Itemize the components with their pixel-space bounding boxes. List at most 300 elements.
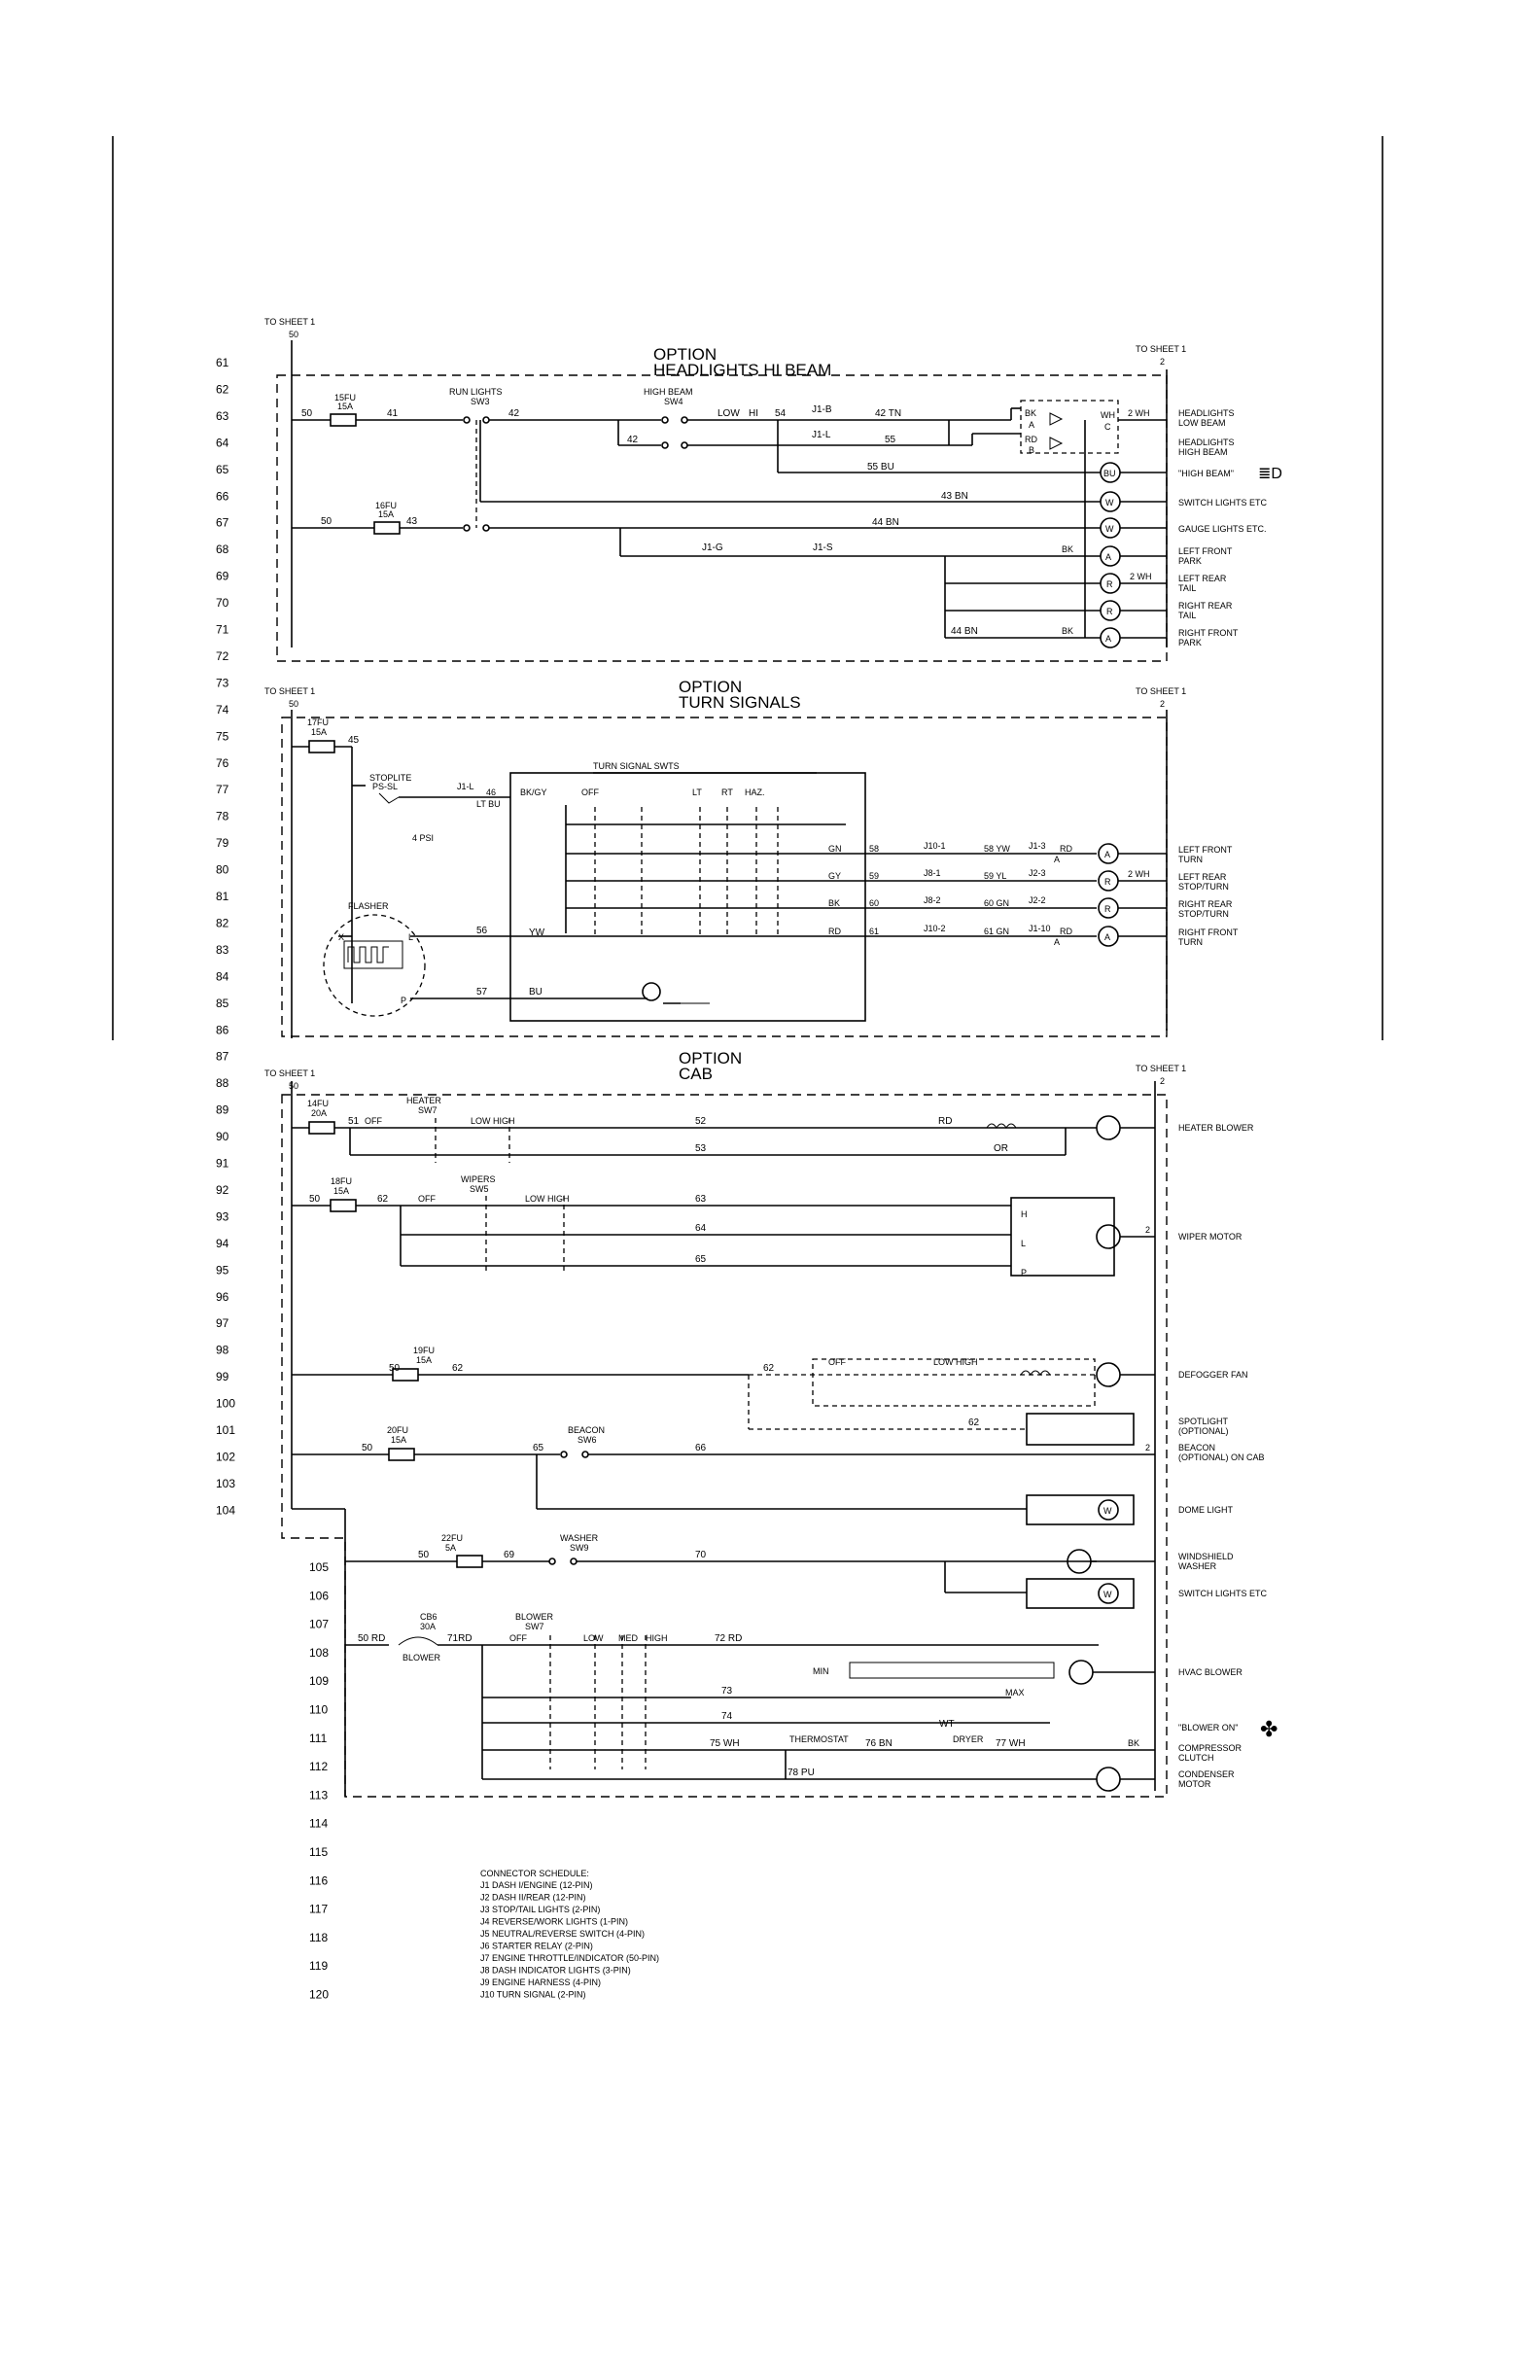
- svg-text:78 PU: 78 PU: [788, 1768, 815, 1778]
- svg-text:CONDENSER: CONDENSER: [1178, 1769, 1235, 1779]
- svg-text:COMPRESSOR: COMPRESSOR: [1178, 1743, 1242, 1753]
- svg-text:DOME LIGHT: DOME LIGHT: [1178, 1505, 1234, 1515]
- line-number: 101: [216, 1423, 236, 1437]
- line-number: 109: [309, 1674, 330, 1689]
- line-number: 111: [309, 1731, 328, 1745]
- svg-text:63: 63: [695, 1194, 707, 1205]
- svg-text:HVAC BLOWER: HVAC BLOWER: [1178, 1667, 1242, 1677]
- svg-text:15A: 15A: [333, 1186, 350, 1196]
- svg-text:RD: RD: [938, 1116, 953, 1127]
- svg-text:WT: WT: [939, 1719, 955, 1730]
- svg-text:RIGHT FRONT: RIGHT FRONT: [1178, 928, 1239, 937]
- svg-text:69: 69: [504, 1550, 515, 1560]
- headlights-from-sheet: TO SHEET 1: [264, 317, 316, 327]
- line-number: 78: [216, 809, 229, 823]
- line-number: 94: [216, 1236, 229, 1250]
- headlights-title: HEADLIGHTS HI BEAM: [653, 361, 832, 379]
- svg-text:J1-G: J1-G: [702, 542, 723, 553]
- svg-text:42: 42: [508, 408, 520, 419]
- svg-text:LOW HIGH: LOW HIGH: [525, 1194, 570, 1204]
- svg-text:OR: OR: [994, 1143, 1008, 1154]
- line-number: 118: [309, 1930, 329, 1944]
- svg-text:SW5: SW5: [470, 1184, 489, 1194]
- svg-text:50: 50: [362, 1443, 373, 1453]
- svg-text:J1-L: J1-L: [812, 430, 831, 440]
- svg-text:55 BU: 55 BU: [867, 462, 894, 472]
- svg-text:(OPTIONAL): (OPTIONAL): [1178, 1426, 1229, 1436]
- svg-text:15A: 15A: [391, 1435, 407, 1445]
- svg-text:58 YW: 58 YW: [984, 844, 1010, 854]
- svg-text:B: B: [1029, 445, 1035, 455]
- svg-text:L: L: [408, 932, 414, 942]
- svg-text:43: 43: [406, 516, 418, 527]
- svg-text:A: A: [1105, 634, 1112, 644]
- svg-text:44 BN: 44 BN: [872, 517, 899, 528]
- svg-text:P: P: [1021, 1268, 1028, 1278]
- svg-text:BK: BK: [1062, 626, 1074, 636]
- line-number: 70: [216, 596, 229, 611]
- svg-text:53: 53: [695, 1143, 707, 1154]
- svg-text:MOTOR: MOTOR: [1178, 1779, 1211, 1789]
- line-number: 95: [216, 1263, 229, 1278]
- svg-text:PARK: PARK: [1178, 556, 1202, 566]
- svg-text:74: 74: [721, 1711, 733, 1722]
- svg-text:56: 56: [476, 926, 488, 936]
- svg-text:W: W: [1105, 498, 1114, 508]
- svg-text:HEATER BLOWER: HEATER BLOWER: [1178, 1123, 1254, 1133]
- connector-schedule-item: J10 TURN SIGNAL (2-PIN): [480, 1989, 586, 2000]
- svg-text:TO SHEET 1: TO SHEET 1: [264, 1068, 316, 1078]
- turn-option-label: OPTION: [679, 678, 743, 696]
- svg-text:OFF: OFF: [828, 1357, 846, 1367]
- svg-text:A: A: [1054, 937, 1061, 947]
- line-number: 106: [309, 1589, 330, 1603]
- line-number: 100: [216, 1396, 236, 1411]
- svg-text:WIPERS: WIPERS: [461, 1174, 496, 1184]
- fuse-18fu: [331, 1200, 356, 1211]
- svg-text:73: 73: [721, 1686, 733, 1697]
- svg-text:X: X: [338, 932, 345, 942]
- svg-text:OFF: OFF: [365, 1116, 382, 1126]
- svg-text:15FU: 15FU: [334, 393, 357, 402]
- line-numbers-left: [216, 356, 235, 1517]
- svg-text:A: A: [1054, 855, 1061, 864]
- hvac-resistor-pack: [850, 1662, 1054, 1678]
- svg-text:50: 50: [289, 1081, 299, 1091]
- svg-text:16FU: 16FU: [375, 501, 398, 510]
- svg-text:LOW: LOW: [718, 408, 740, 419]
- line-number: 75: [216, 729, 229, 744]
- svg-text:61: 61: [869, 927, 880, 936]
- svg-text:"HIGH BEAM": "HIGH BEAM": [1178, 469, 1234, 478]
- svg-text:C: C: [1104, 422, 1111, 432]
- svg-text:72 RD: 72 RD: [715, 1633, 743, 1644]
- svg-text:60 GN: 60 GN: [984, 898, 1010, 908]
- line-number: 103: [216, 1476, 236, 1490]
- line-number: 82: [216, 916, 229, 930]
- wiper-motor: [1097, 1225, 1120, 1248]
- line-number: 110: [309, 1702, 329, 1717]
- svg-text:58: 58: [869, 844, 880, 854]
- svg-text:44 BN: 44 BN: [951, 626, 978, 637]
- svg-text:A: A: [1105, 552, 1112, 562]
- svg-text:LEFT REAR: LEFT REAR: [1178, 872, 1227, 882]
- svg-text:SW9: SW9: [570, 1543, 589, 1553]
- svg-text:W: W: [1105, 524, 1114, 534]
- svg-text:R: R: [1106, 579, 1113, 589]
- svg-text:15A: 15A: [416, 1355, 433, 1365]
- svg-text:HI: HI: [749, 408, 758, 419]
- line-number: 96: [216, 1289, 229, 1304]
- svg-text:BEACON: BEACON: [1178, 1443, 1216, 1452]
- svg-text:62: 62: [763, 1363, 775, 1374]
- line-number: 114: [309, 1816, 329, 1831]
- svg-text:YW: YW: [529, 928, 545, 938]
- svg-text:76 BN: 76 BN: [865, 1738, 892, 1749]
- svg-text:30A: 30A: [420, 1622, 437, 1631]
- section-headlights: [264, 317, 1282, 661]
- headlights-to-sheet: TO SHEET 1: [1136, 344, 1187, 354]
- svg-text:TURN: TURN: [1178, 937, 1203, 947]
- svg-text:SW6: SW6: [578, 1435, 597, 1445]
- fuse-20fu: [389, 1449, 414, 1460]
- svg-text:DEFOGGER FAN: DEFOGGER FAN: [1178, 1370, 1248, 1380]
- svg-text:BEACON: BEACON: [568, 1425, 606, 1435]
- connector-schedule-item: J8 DASH INDICATOR LIGHTS (3-PIN): [480, 1965, 631, 1976]
- svg-text:BLOWER: BLOWER: [515, 1612, 554, 1622]
- connector-schedule-item: J7 ENGINE THROTTLE/INDICATOR (50-PIN): [480, 1953, 660, 1963]
- svg-text:2: 2: [1160, 699, 1166, 709]
- svg-text:59 YL: 59 YL: [984, 871, 1007, 881]
- svg-text:62: 62: [968, 1418, 980, 1428]
- line-number: 112: [309, 1760, 329, 1774]
- connector-schedule: [480, 1869, 659, 2000]
- defogger-fan-motor: [1097, 1363, 1120, 1386]
- svg-text:15A: 15A: [311, 727, 328, 737]
- fuse-17fu: [309, 741, 334, 752]
- line-number: 102: [216, 1450, 236, 1464]
- svg-text:HEADLIGHTS: HEADLIGHTS: [1178, 408, 1235, 418]
- condenser-motor: [1097, 1768, 1120, 1791]
- svg-text:J1-L: J1-L: [457, 782, 474, 791]
- svg-text:RIGHT REAR: RIGHT REAR: [1178, 601, 1233, 611]
- svg-text:DRYER: DRYER: [953, 1734, 984, 1744]
- line-number: 97: [216, 1316, 229, 1331]
- svg-text:SWITCH LIGHTS ETC: SWITCH LIGHTS ETC: [1178, 498, 1268, 508]
- svg-text:2: 2: [1145, 1443, 1151, 1452]
- svg-text:(OPTIONAL) ON CAB: (OPTIONAL) ON CAB: [1178, 1452, 1265, 1462]
- svg-text:GN: GN: [828, 844, 842, 854]
- svg-text:HIGH BEAM: HIGH BEAM: [1178, 447, 1228, 457]
- section-turn-signals: [264, 678, 1239, 1038]
- svg-text:GY: GY: [828, 871, 842, 881]
- line-number: 67: [216, 515, 229, 530]
- svg-text:TURN SIGNAL SWTS: TURN SIGNAL SWTS: [593, 761, 680, 771]
- svg-text:17FU: 17FU: [307, 718, 330, 727]
- svg-text:SW7: SW7: [525, 1622, 544, 1631]
- line-number: 90: [216, 1130, 229, 1144]
- line-number: 89: [216, 1102, 229, 1117]
- svg-text:65: 65: [695, 1254, 707, 1265]
- line-number: 65: [216, 462, 229, 476]
- svg-text:J1-10: J1-10: [1029, 924, 1051, 933]
- line-number: 98: [216, 1343, 229, 1357]
- line-number: 64: [216, 436, 229, 450]
- svg-text:WASHER: WASHER: [1178, 1561, 1217, 1571]
- connector-schedule-item: J3 STOP/TAIL LIGHTS (2-PIN): [480, 1905, 601, 1914]
- svg-text:STOP/TURN: STOP/TURN: [1178, 909, 1229, 919]
- svg-text:2: 2: [1145, 1225, 1151, 1235]
- svg-text:TURN: TURN: [1178, 855, 1203, 864]
- svg-text:LOW: LOW: [583, 1633, 604, 1643]
- line-number: 81: [216, 890, 229, 903]
- line-numbers-inner: [309, 1560, 329, 2002]
- svg-text:22FU: 22FU: [441, 1533, 464, 1543]
- svg-text:J8-1: J8-1: [924, 868, 941, 878]
- svg-text:MIN: MIN: [813, 1666, 829, 1676]
- svg-text:18FU: 18FU: [331, 1176, 353, 1186]
- svg-text:71RD: 71RD: [447, 1633, 472, 1644]
- svg-text:RUN LIGHTS: RUN LIGHTS: [449, 387, 503, 397]
- line-number: 80: [216, 862, 229, 877]
- svg-text:46: 46: [486, 788, 497, 797]
- svg-text:MED: MED: [618, 1633, 638, 1643]
- svg-text:15A: 15A: [378, 509, 395, 519]
- line-number: 66: [216, 489, 229, 504]
- line-number: 72: [216, 648, 229, 663]
- line-number: 69: [216, 569, 229, 583]
- svg-text:HIGH BEAM: HIGH BEAM: [644, 387, 693, 397]
- headlights-from-wire: 50: [289, 330, 299, 339]
- line-number: 62: [216, 382, 229, 397]
- svg-text:2 WH: 2 WH: [1128, 869, 1150, 879]
- svg-text:4 PSI: 4 PSI: [412, 833, 435, 843]
- line-number: 84: [216, 969, 229, 984]
- svg-text:WIPER MOTOR: WIPER MOTOR: [1178, 1232, 1242, 1242]
- svg-text:J1-B: J1-B: [812, 404, 832, 415]
- svg-text:OFF: OFF: [418, 1194, 436, 1204]
- fuse-14fu: [309, 1122, 334, 1134]
- svg-text:HAZ.: HAZ.: [745, 788, 765, 797]
- line-number: 87: [216, 1049, 229, 1064]
- line-number: 61: [216, 356, 229, 369]
- svg-text:RD: RD: [828, 927, 841, 936]
- svg-text:SW3: SW3: [471, 397, 490, 406]
- line-number: 85: [216, 996, 229, 1010]
- turn-title: TURN SIGNALS: [679, 693, 801, 712]
- svg-text:LOW BEAM: LOW BEAM: [1178, 418, 1226, 428]
- fan-icon: ✤: [1260, 1717, 1278, 1741]
- svg-text:PS-SL: PS-SL: [372, 782, 399, 791]
- line-number: 105: [309, 1560, 330, 1574]
- svg-text:BK: BK: [1025, 408, 1037, 418]
- svg-text:LEFT REAR: LEFT REAR: [1178, 574, 1227, 583]
- svg-text:LEFT FRONT: LEFT FRONT: [1178, 845, 1233, 855]
- svg-text:LEFT FRONT: LEFT FRONT: [1178, 546, 1233, 556]
- svg-text:J1-S: J1-S: [813, 542, 833, 553]
- svg-text:52: 52: [695, 1116, 707, 1127]
- svg-text:BK: BK: [1062, 544, 1074, 554]
- svg-text:62: 62: [452, 1363, 464, 1374]
- svg-text:66: 66: [695, 1443, 707, 1453]
- svg-text:BK: BK: [828, 898, 841, 908]
- svg-text:RD: RD: [1025, 435, 1037, 444]
- line-number: 77: [216, 783, 229, 797]
- svg-text:CONNECTOR SCHEDULE:: CONNECTOR SCHEDULE:: [480, 1869, 589, 1878]
- svg-text:LOW HIGH: LOW HIGH: [933, 1357, 978, 1367]
- svg-text:65: 65: [533, 1443, 544, 1453]
- svg-text:GAUGE LIGHTS ETC.: GAUGE LIGHTS ETC.: [1178, 524, 1267, 534]
- hvac-blower-motor: [1069, 1661, 1093, 1684]
- svg-text:45: 45: [348, 735, 360, 746]
- line-number: 88: [216, 1076, 229, 1091]
- svg-text:75 WH: 75 WH: [710, 1738, 740, 1749]
- svg-text:H: H: [1021, 1209, 1028, 1219]
- connector-schedule-item: J4 REVERSE/WORK LIGHTS (1-PIN): [480, 1916, 629, 1927]
- svg-text:"BLOWER ON": "BLOWER ON": [1178, 1723, 1239, 1732]
- svg-text:59: 59: [869, 871, 880, 881]
- line-number: 76: [216, 755, 229, 770]
- line-number: 68: [216, 542, 229, 557]
- line-number: 74: [216, 702, 229, 717]
- line-number: 115: [309, 1845, 329, 1859]
- svg-text:20FU: 20FU: [387, 1425, 409, 1435]
- svg-text:TO SHEET 1: TO SHEET 1: [1136, 1064, 1187, 1073]
- svg-text:77 WH: 77 WH: [996, 1738, 1026, 1749]
- line-number: 86: [216, 1023, 229, 1037]
- line-number: 104: [216, 1503, 236, 1518]
- svg-text:19FU: 19FU: [413, 1346, 436, 1355]
- svg-text:STOPLITE: STOPLITE: [369, 773, 412, 783]
- svg-text:64: 64: [695, 1223, 707, 1234]
- line-number: 117: [309, 1902, 329, 1916]
- svg-text:BK: BK: [1128, 1738, 1140, 1748]
- svg-text:43 BN: 43 BN: [941, 491, 968, 502]
- svg-text:BK/GY: BK/GY: [520, 788, 547, 797]
- fuse-15fu: [331, 414, 356, 426]
- svg-text:50: 50: [321, 516, 332, 527]
- svg-text:MAX: MAX: [1005, 1688, 1025, 1698]
- svg-text:RIGHT FRONT: RIGHT FRONT: [1178, 628, 1239, 638]
- turn-indicator-lamp: [643, 983, 660, 1000]
- line-number: 99: [216, 1370, 229, 1384]
- fuse-16fu: [374, 522, 400, 534]
- svg-text:RT: RT: [721, 788, 733, 797]
- svg-text:42: 42: [627, 435, 639, 445]
- section-cab: [264, 1049, 1278, 1797]
- svg-text:70: 70: [695, 1550, 707, 1560]
- spotlight-module: [1027, 1414, 1134, 1445]
- svg-text:OFF: OFF: [509, 1633, 527, 1643]
- svg-text:A: A: [1104, 850, 1111, 859]
- svg-text:TO SHEET 1: TO SHEET 1: [1136, 686, 1187, 696]
- line-number: 79: [216, 836, 229, 851]
- svg-text:50: 50: [389, 1363, 401, 1374]
- line-number: 119: [309, 1959, 329, 1974]
- svg-text:57: 57: [476, 987, 488, 998]
- svg-text:HEATER: HEATER: [406, 1096, 441, 1105]
- svg-text:TO SHEET 1: TO SHEET 1: [264, 686, 316, 696]
- svg-text:HIGH: HIGH: [646, 1633, 668, 1643]
- svg-text:TAIL: TAIL: [1178, 583, 1197, 593]
- svg-text:SPOTLIGHT: SPOTLIGHT: [1178, 1417, 1229, 1426]
- svg-text:A: A: [1029, 420, 1035, 430]
- svg-text:A: A: [1104, 932, 1111, 942]
- svg-text:LOW HIGH: LOW HIGH: [471, 1116, 515, 1126]
- svg-text:RD: RD: [1060, 927, 1072, 936]
- svg-text:PARK: PARK: [1178, 638, 1202, 648]
- svg-text:J2-2: J2-2: [1029, 895, 1046, 905]
- line-number: 73: [216, 676, 229, 690]
- svg-text:OFF: OFF: [581, 788, 599, 797]
- svg-text:20A: 20A: [311, 1108, 328, 1118]
- headlights-to-wire: 2: [1160, 357, 1166, 367]
- svg-text:WINDSHIELD: WINDSHIELD: [1178, 1552, 1234, 1561]
- svg-text:LT: LT: [692, 788, 702, 797]
- line-number: 63: [216, 408, 229, 423]
- svg-text:BU: BU: [529, 987, 542, 998]
- svg-text:2 WH: 2 WH: [1128, 408, 1150, 418]
- headlights-option-label: OPTION: [653, 345, 718, 364]
- line-number: 93: [216, 1209, 229, 1224]
- svg-text:CB6: CB6: [420, 1612, 438, 1622]
- connector-schedule-item: J6 STARTER RELAY (2-PIN): [480, 1941, 593, 1951]
- svg-text:SW7: SW7: [418, 1105, 438, 1115]
- svg-text:55: 55: [885, 435, 896, 445]
- svg-text:WH: WH: [1101, 410, 1115, 420]
- svg-text:J10-1: J10-1: [924, 841, 946, 851]
- svg-text:CLUTCH: CLUTCH: [1178, 1753, 1214, 1763]
- svg-text:50: 50: [418, 1550, 430, 1560]
- svg-text:41: 41: [387, 408, 399, 419]
- flasher: [324, 915, 425, 1016]
- svg-text:51: 51: [348, 1116, 360, 1127]
- svg-text:R: R: [1106, 607, 1113, 616]
- svg-text:50: 50: [301, 408, 313, 419]
- svg-text:61 GN: 61 GN: [984, 927, 1010, 936]
- svg-text:50: 50: [309, 1194, 321, 1205]
- svg-text:BU: BU: [1103, 469, 1116, 478]
- svg-text:WASHER: WASHER: [560, 1533, 599, 1543]
- svg-text:2 WH: 2 WH: [1130, 572, 1152, 581]
- svg-text:RIGHT REAR: RIGHT REAR: [1178, 899, 1233, 909]
- line-number: 107: [309, 1617, 330, 1631]
- line-number: 120: [309, 1987, 330, 2002]
- svg-text:J2-3: J2-3: [1029, 868, 1046, 878]
- svg-text:HEADLIGHTS: HEADLIGHTS: [1178, 438, 1235, 447]
- svg-text:J1-3: J1-3: [1029, 841, 1046, 851]
- svg-text:50 RD: 50 RD: [358, 1633, 386, 1644]
- line-number: 71: [216, 622, 229, 637]
- high-beam-icon: ≣D: [1258, 466, 1282, 482]
- svg-text:TAIL: TAIL: [1178, 611, 1197, 620]
- svg-text:CAB: CAB: [679, 1065, 713, 1083]
- heater-blower-motor: [1097, 1116, 1120, 1139]
- svg-text:62: 62: [377, 1194, 389, 1205]
- svg-text:42 TN: 42 TN: [875, 408, 902, 419]
- svg-text:50: 50: [289, 699, 299, 709]
- svg-text:OPTION: OPTION: [679, 1049, 743, 1068]
- svg-text:2: 2: [1160, 1076, 1166, 1086]
- line-number: 108: [309, 1645, 330, 1660]
- line-number: 92: [216, 1182, 229, 1197]
- line-number: 83: [216, 942, 229, 957]
- svg-text:15A: 15A: [337, 402, 354, 411]
- svg-text:W: W: [1103, 1590, 1112, 1599]
- connector-schedule-item: J1 DASH I/ENGINE (12-PIN): [480, 1880, 593, 1890]
- svg-text:54: 54: [775, 408, 787, 419]
- svg-text:STOP/TURN: STOP/TURN: [1178, 882, 1229, 892]
